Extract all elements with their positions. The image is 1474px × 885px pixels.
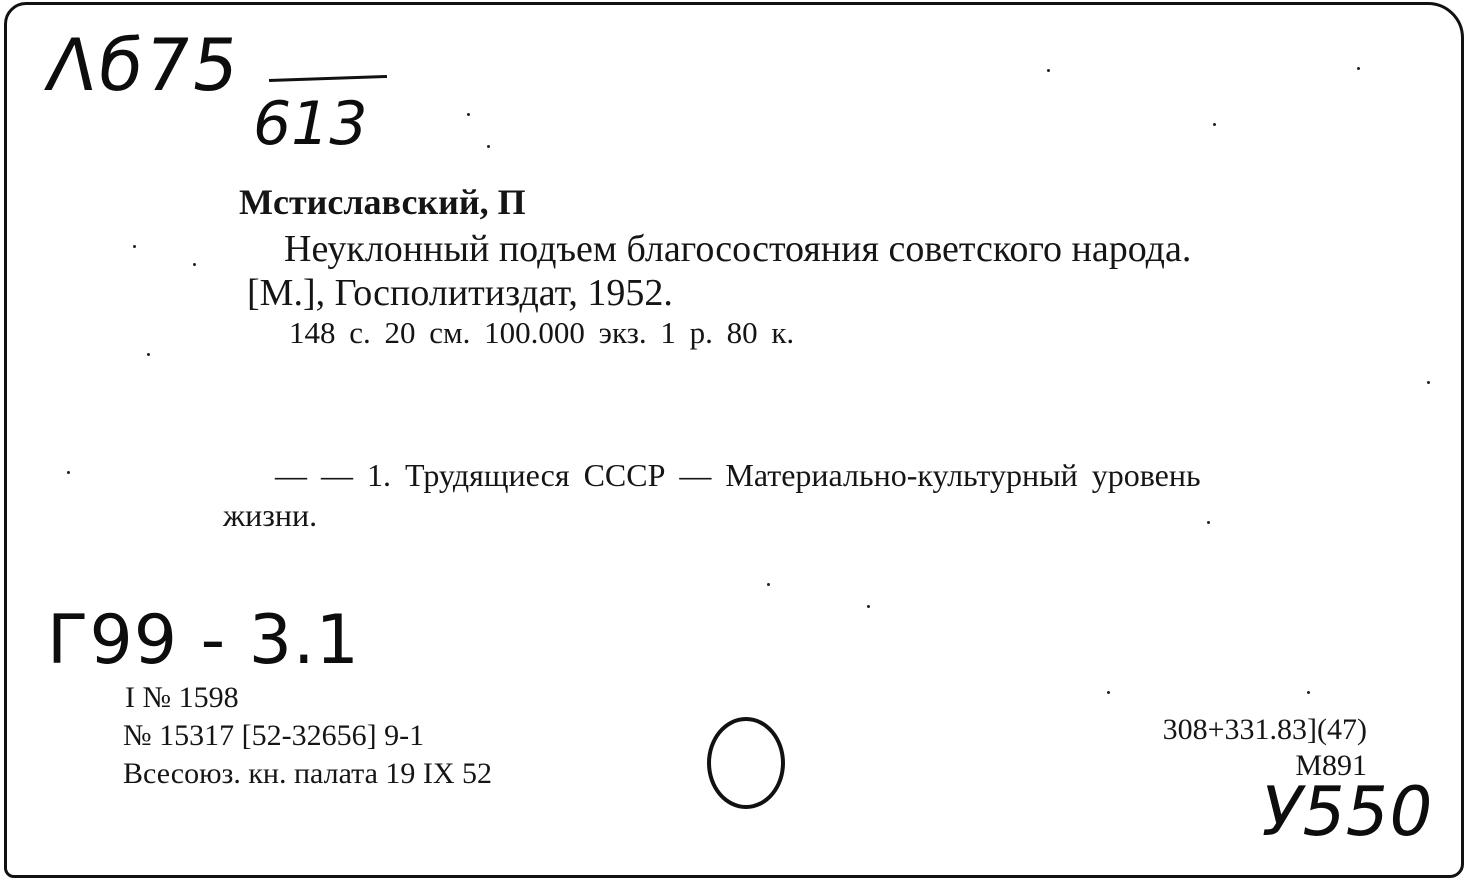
entry-title: Неуклонный подъем благосостояния советского народа. [284,228,1192,270]
speck [1427,381,1430,384]
subject-heading: — — 1. Трудящиеся СССР — Материально-культурный уровень [275,457,1201,493]
author-mark: М891 [1295,749,1367,782]
speck [487,145,490,148]
registry-line-1: I № 1598 [125,681,239,714]
speck [1207,521,1210,524]
catalog-card [4,2,1464,878]
classification-code: 308+331.83](47) [1162,713,1367,746]
speck [193,263,196,266]
speck [1213,123,1216,126]
speck [1047,69,1050,72]
registry-line-3: Всесоюз. кн. палата 19 IX 52 [123,757,493,790]
handwritten-shelf-mark: Λб75 [41,23,247,107]
speck [467,113,470,116]
entry-author: Мстиславский, П [239,182,526,222]
speck [67,471,70,474]
subject-heading-continuation: жизни. [223,497,318,533]
entry-imprint: [М.], Госполитиздат, 1952. [247,272,673,314]
handwritten-classification-note: Г99 - 3.1 [47,601,360,680]
speck [767,583,770,586]
speck [147,353,150,356]
handwritten-shelf-number: 613 [253,89,368,159]
entry-collation: 148 с. 20 см. 100.000 экз. 1 р. 80 к. [289,315,795,350]
speck [867,605,870,608]
registry-line-2: № 15317 [52-32656] 9-1 [123,719,425,752]
handwritten-bottom-mark: У550 [1254,773,1440,852]
speck [1107,691,1110,694]
speck [1357,67,1360,70]
shelf-mark-rule [269,75,387,82]
speck [133,245,136,248]
punch-hole-circle [707,717,785,809]
speck [1307,691,1310,694]
